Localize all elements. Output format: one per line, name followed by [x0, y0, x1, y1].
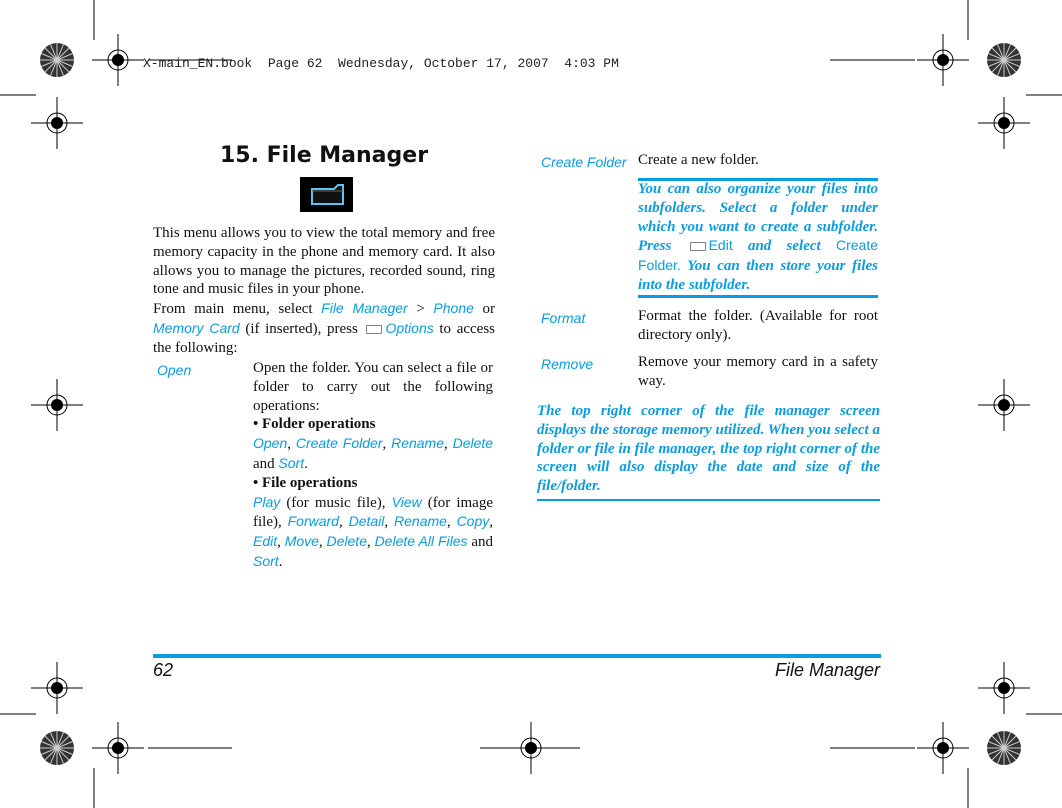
paragraph	[153, 299, 495, 357]
menu-reference: Forward	[287, 513, 339, 530]
menu-reference: Memory Card	[153, 319, 240, 336]
crosshair-mark	[31, 379, 83, 431]
text-run: Edit	[708, 237, 733, 254]
desc-create-folder	[638, 151, 878, 170]
intro-text	[153, 224, 495, 358]
crosshair-mark	[917, 34, 969, 86]
paragraph	[253, 415, 493, 434]
paragraph	[638, 151, 878, 170]
text-run: This menu allows you to view the total memory and free memory capacity in the phone and memory card. It also allows you to manage the pictures, recorded sound, ring tone and music files in your phone.	[153, 225, 495, 298]
menu-reference: Delete	[326, 533, 367, 550]
paragraph	[153, 224, 495, 299]
text-run: • File operations	[253, 474, 358, 491]
crosshair-mark	[978, 379, 1030, 431]
text-run: or	[473, 301, 495, 318]
text-run: ,	[446, 514, 457, 531]
paragraph	[638, 307, 878, 345]
menu-reference: Delete	[452, 435, 494, 452]
text-run: ,	[489, 514, 493, 531]
menu-reference: Play	[253, 493, 281, 510]
crosshair-mark	[92, 722, 144, 774]
text-run: and	[253, 455, 279, 472]
paragraph	[537, 402, 880, 496]
text-run: • Folder operations	[253, 416, 376, 433]
crosshair-mark	[31, 97, 83, 149]
term-create-folder: Create Folder	[541, 154, 627, 170]
text-run: to access the following:	[153, 320, 495, 356]
text-run: .	[304, 455, 308, 472]
starburst-mark	[40, 731, 74, 765]
paragraph	[253, 474, 493, 493]
create-folder-note	[638, 180, 878, 295]
page-title: 15. File Manager	[219, 143, 429, 168]
paragraph	[253, 493, 493, 572]
text-run: (if inserted), press	[239, 320, 364, 337]
paragraph	[253, 434, 493, 474]
page-number: 62	[153, 660, 174, 680]
menu-reference: Phone	[433, 300, 474, 317]
folder-icon	[300, 177, 353, 212]
text-run: and	[467, 534, 494, 551]
desc-format	[638, 307, 878, 345]
crosshair-mark	[978, 97, 1030, 149]
text-run: and select	[732, 238, 836, 255]
starburst-mark	[987, 731, 1021, 765]
paragraph	[638, 353, 878, 391]
term-format: Format	[541, 310, 586, 326]
text-run: >	[407, 301, 434, 318]
softkey-icon	[366, 325, 382, 334]
menu-reference: Sort	[253, 552, 279, 569]
term-remove: Remove	[541, 356, 594, 372]
desc-remove	[638, 353, 878, 391]
menu-reference: Delete All Files	[374, 533, 468, 550]
text-run: Remove your memory card in a safety way.	[638, 354, 878, 389]
text-run: Open the folder. You can select a file or folder to carry out the following operations:	[253, 360, 493, 414]
text-run: (for music file),	[280, 494, 392, 511]
menu-reference: Options	[385, 319, 434, 336]
term-open: Open	[157, 362, 192, 378]
menu-reference: Detail	[348, 513, 385, 530]
text-run: The top right corner of the file manager screen displays the storage memory utilized. When you select a folder or file in file manager, the top right corner of the screen will also display the date and size of the file/folder.	[537, 403, 880, 495]
softkey-icon	[690, 242, 706, 251]
text-run: ,	[277, 534, 285, 551]
text-run: ,	[287, 436, 296, 453]
starburst-mark	[40, 43, 74, 77]
paragraph	[638, 180, 878, 295]
desc-open	[253, 359, 493, 572]
menu-reference: File Manager	[321, 300, 408, 317]
text-run: ,	[338, 514, 349, 531]
menu-reference: Sort	[278, 454, 305, 471]
storage-note	[537, 402, 880, 496]
text-run: ,	[318, 534, 327, 551]
print-header: X-main_EN.book Page 62 Wednesday, October 17, 2007 4:03 PM	[143, 56, 619, 71]
text-run: Create a new folder.	[638, 152, 759, 168]
menu-reference: Move	[284, 533, 319, 550]
text-run: ,	[444, 436, 453, 453]
crosshair-mark	[917, 722, 969, 774]
menu-reference: Create Folder	[295, 435, 383, 452]
menu-reference: Rename	[394, 513, 447, 530]
text-run: From main menu, select	[153, 301, 322, 318]
menu-reference: Copy	[456, 513, 490, 530]
text-run: ,	[366, 534, 375, 551]
menu-reference: Rename	[391, 435, 444, 452]
menu-reference: View	[391, 493, 422, 510]
footer-section: File Manager	[774, 660, 880, 680]
text-run: ,	[382, 436, 392, 453]
text-run: Format the folder. (Available for root directory only).	[638, 308, 878, 343]
starburst-mark	[987, 43, 1021, 77]
footer-rule	[153, 654, 881, 658]
divider	[638, 295, 878, 298]
paragraph	[253, 359, 493, 415]
text-run: .	[278, 553, 283, 570]
divider	[537, 499, 880, 501]
text-run: Create Folder.	[638, 237, 878, 274]
text-run: (for image file),	[253, 494, 493, 531]
text-run: ,	[384, 514, 395, 531]
menu-reference: Edit	[253, 533, 278, 550]
crosshair-mark	[92, 34, 144, 86]
text-run: You can also organize your files into subfolders. Select a folder under which you want to create a subfolder. Press	[638, 181, 878, 255]
menu-reference: Open	[253, 435, 288, 452]
text-run: You can then store your files into the subfolder.	[638, 258, 878, 293]
crosshair-mark	[31, 662, 83, 714]
crosshair-mark	[978, 662, 1030, 714]
